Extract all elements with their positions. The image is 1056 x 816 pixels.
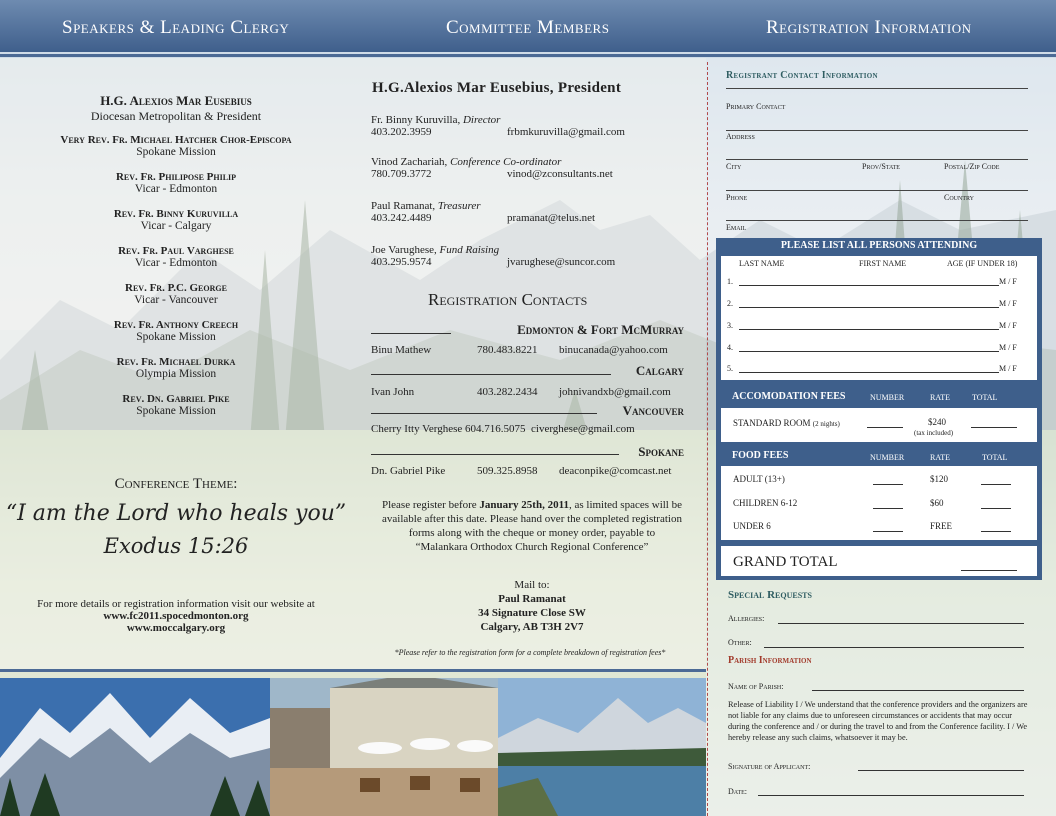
region-heading-calgary: Calgary — [635, 363, 684, 378]
allergies-label: Allergies: — [728, 614, 765, 623]
address-field[interactable] — [726, 130, 1028, 131]
website-note: For more details or registration information visit our website at — [37, 598, 315, 610]
room-number-field[interactable] — [867, 427, 903, 428]
room-label: STANDARD ROOM (2 nights) — [733, 418, 840, 428]
other-label: Other: — [728, 638, 752, 647]
accommodation-panel: ACCOMODATION FEES NUMBER RATE TOTAL STANDARD ROOM (2 nights) $240 (tax included) — [716, 384, 1042, 444]
accommodation-heading: ACCOMODATION FEES — [732, 391, 846, 402]
clergy-item: Rev. Fr. Philipose Philip Vicar - Edmonton — [115, 171, 237, 195]
prov-label: Prov/State — [862, 162, 900, 171]
photo-mountains — [0, 678, 270, 816]
primary-contact-label: Primary Contact — [726, 102, 786, 111]
grand-total-field[interactable] — [961, 570, 1017, 571]
attendees-table — [721, 256, 1037, 380]
room-total-field[interactable] — [971, 427, 1017, 428]
email-field[interactable] — [726, 220, 1028, 221]
country-label: Country — [944, 193, 975, 202]
food-row: CHILDREN 6-12 $60 — [733, 498, 1033, 508]
committee-president: H.G.Alexios Mar Eusebius, President — [372, 80, 622, 96]
header-bar — [0, 0, 1056, 52]
address-label: Address — [726, 132, 755, 141]
clergy-item: Very Rev. Fr. Michael Hatcher Chor-Episcopa Spokane Mission — [60, 134, 292, 158]
email-label: Email — [726, 223, 747, 232]
col-first-name: FIRST NAME — [859, 259, 907, 268]
committee-member: Paul Ramanat, Treasurer 403.242.4489 pramanat@telus.net — [371, 200, 596, 224]
city-field[interactable] — [726, 159, 1028, 160]
clergy-item: Rev. Dn. Gabriel Pike Spokane Mission — [122, 393, 230, 417]
region-contact: Dn. Gabriel Pike 509.325.8958 deaconpike@comcast.net — [371, 465, 672, 477]
food-heading: FOOD FEES — [732, 450, 789, 461]
website-link-2[interactable]: www.moccalgary.org — [126, 622, 226, 634]
attendee-row[interactable]: 5. M / F — [727, 364, 1017, 373]
region-heading-edmonton: Edmonton & Fort McMurray — [517, 322, 684, 337]
col-last-name: LAST NAME — [739, 259, 785, 268]
registration-notice: Please register before January 25th, 2011, as limited spaces will be available after this date. Please hand over the completed registration forms along with the cheque or money order, payable to “Malankara Orthodox Church Regional Conference” — [381, 499, 682, 553]
photo-patio — [270, 678, 498, 816]
photo-strip-rule — [0, 669, 706, 672]
header-registration: Registration Information — [766, 17, 972, 38]
theme-label: Conference Theme: — [114, 476, 238, 492]
header-committee: Committee Members — [446, 17, 610, 38]
clergy-item: Rev. Fr. P.C. George Vicar - Vancouver — [125, 282, 227, 306]
fold-line — [707, 62, 708, 816]
signature-field[interactable] — [858, 770, 1024, 771]
committee-member: Joe Varughese, Fund Raising 403.295.9574 jvarughese@suncor.com — [371, 244, 616, 268]
attendee-row[interactable]: 4. M / F — [727, 343, 1017, 352]
col-age: AGE (IF UNDER 18) — [947, 259, 1018, 268]
accommodation-table: STANDARD ROOM (2 nights) $240 (tax included) — [721, 408, 1037, 442]
region-contact: Cherry Itty Verghese 604.716.5075 civerghese@gmail.com — [371, 423, 635, 435]
attendee-row[interactable]: 3. M / F — [727, 321, 1017, 330]
lead-speaker-role: Diocesan Metropolitan & President — [90, 109, 262, 123]
food-panel: FOOD FEES NUMBER RATE TOTAL ADULT (13+) $120 CHILDREN 6-12 $60 UNDER 6 FREE — [716, 444, 1042, 544]
region-contact: Binu Mathew 780.483.8221 binucanada@yahoo.com — [371, 344, 668, 356]
food-row: ADULT (13+) $120 — [733, 474, 1033, 484]
parish-heading: Parish Information — [728, 655, 812, 666]
clergy-item: Rev. Fr. Binny Kuruvilla Vicar - Calgary — [113, 208, 239, 232]
release-of-liability: Release of Liability I / We understand that the conference providers and the organizers are not liable for any claims due to unforeseen circumstances or accidents that may occur during the conference and / or during the travel to and from the Conference facility. I / We hereby release any such claims, whatsoever it may be. — [728, 700, 1028, 742]
food-table — [721, 466, 1037, 540]
region-heading-spokane: Spokane — [638, 444, 684, 459]
parish-name-field[interactable] — [812, 690, 1024, 691]
region-heading-vancouver: Vancouver — [622, 403, 684, 418]
committee-member: Vinod Zachariah, Conference Co-ordinator 780.709.3772 vinod@zconsultants.net — [371, 156, 613, 180]
clergy-item: Rev. Fr. Anthony Creech Spokane Mission — [113, 319, 239, 343]
theme-reference: Exodus 15:26 — [103, 534, 249, 558]
registration-contacts-heading: Registration Contacts — [428, 290, 588, 309]
attendee-row[interactable]: 1. M / F — [727, 277, 1017, 286]
special-requests-heading: Special Requests — [728, 589, 812, 601]
city-label: City — [726, 162, 742, 171]
attendee-row[interactable]: 2. M / F — [727, 299, 1017, 308]
header-speakers: Speakers & Leading Clergy — [62, 17, 290, 38]
committee-member: Fr. Binny Kuruvilla, Director 403.202.3959 frbmkuruvilla@gmail.com — [371, 114, 625, 138]
region-contact: Ivan John 403.282.2434 johnivandxb@gmail.com — [371, 386, 671, 398]
allergies-field[interactable] — [778, 623, 1024, 624]
speakers-column — [0, 58, 352, 634]
food-row: UNDER 6 FREE — [733, 521, 1033, 531]
date-field[interactable] — [758, 795, 1024, 796]
attendees-panel — [716, 238, 1042, 384]
clergy-item: Rev. Fr. Paul Varghese Vicar - Edmonton — [118, 245, 234, 269]
parish-name-label: Name of Parish: — [728, 682, 784, 691]
photo-lake — [498, 678, 706, 816]
phone-label: Phone — [726, 193, 748, 202]
theme-quote: “I am the Lord who heals you” — [5, 501, 347, 526]
lead-speaker-name: H.G. Alexios Mar Eusebius — [100, 93, 252, 108]
grand-total-panel — [716, 544, 1042, 580]
clergy-list — [0, 134, 352, 430]
grand-total-label: GRAND TOTAL — [733, 554, 838, 570]
date-label: Date: — [728, 787, 747, 796]
postal-label: Postal/Zip Code — [944, 162, 1000, 171]
attendees-heading: PLEASE LIST ALL PERSONS ATTENDING — [780, 240, 978, 251]
mailing-address: Mail to: Paul Ramanat 34 Signature Close SW Calgary, AB T3H 2V7 — [478, 579, 586, 633]
header-rule — [0, 54, 1056, 57]
website-link-1[interactable]: www.fc2011.spocedmonton.org — [103, 610, 249, 622]
clergy-item: Rev. Fr. Michael Durka Olympia Mission — [116, 356, 236, 380]
fees-footnote: *Please refer to the registration form for a complete breakdown of registration fees* — [394, 648, 666, 657]
contact-info-heading: Registrant Contact Information — [726, 70, 878, 81]
other-field[interactable] — [764, 647, 1024, 648]
signature-label: Signature of Applicant: — [728, 762, 811, 771]
phone-field[interactable] — [726, 190, 1028, 191]
